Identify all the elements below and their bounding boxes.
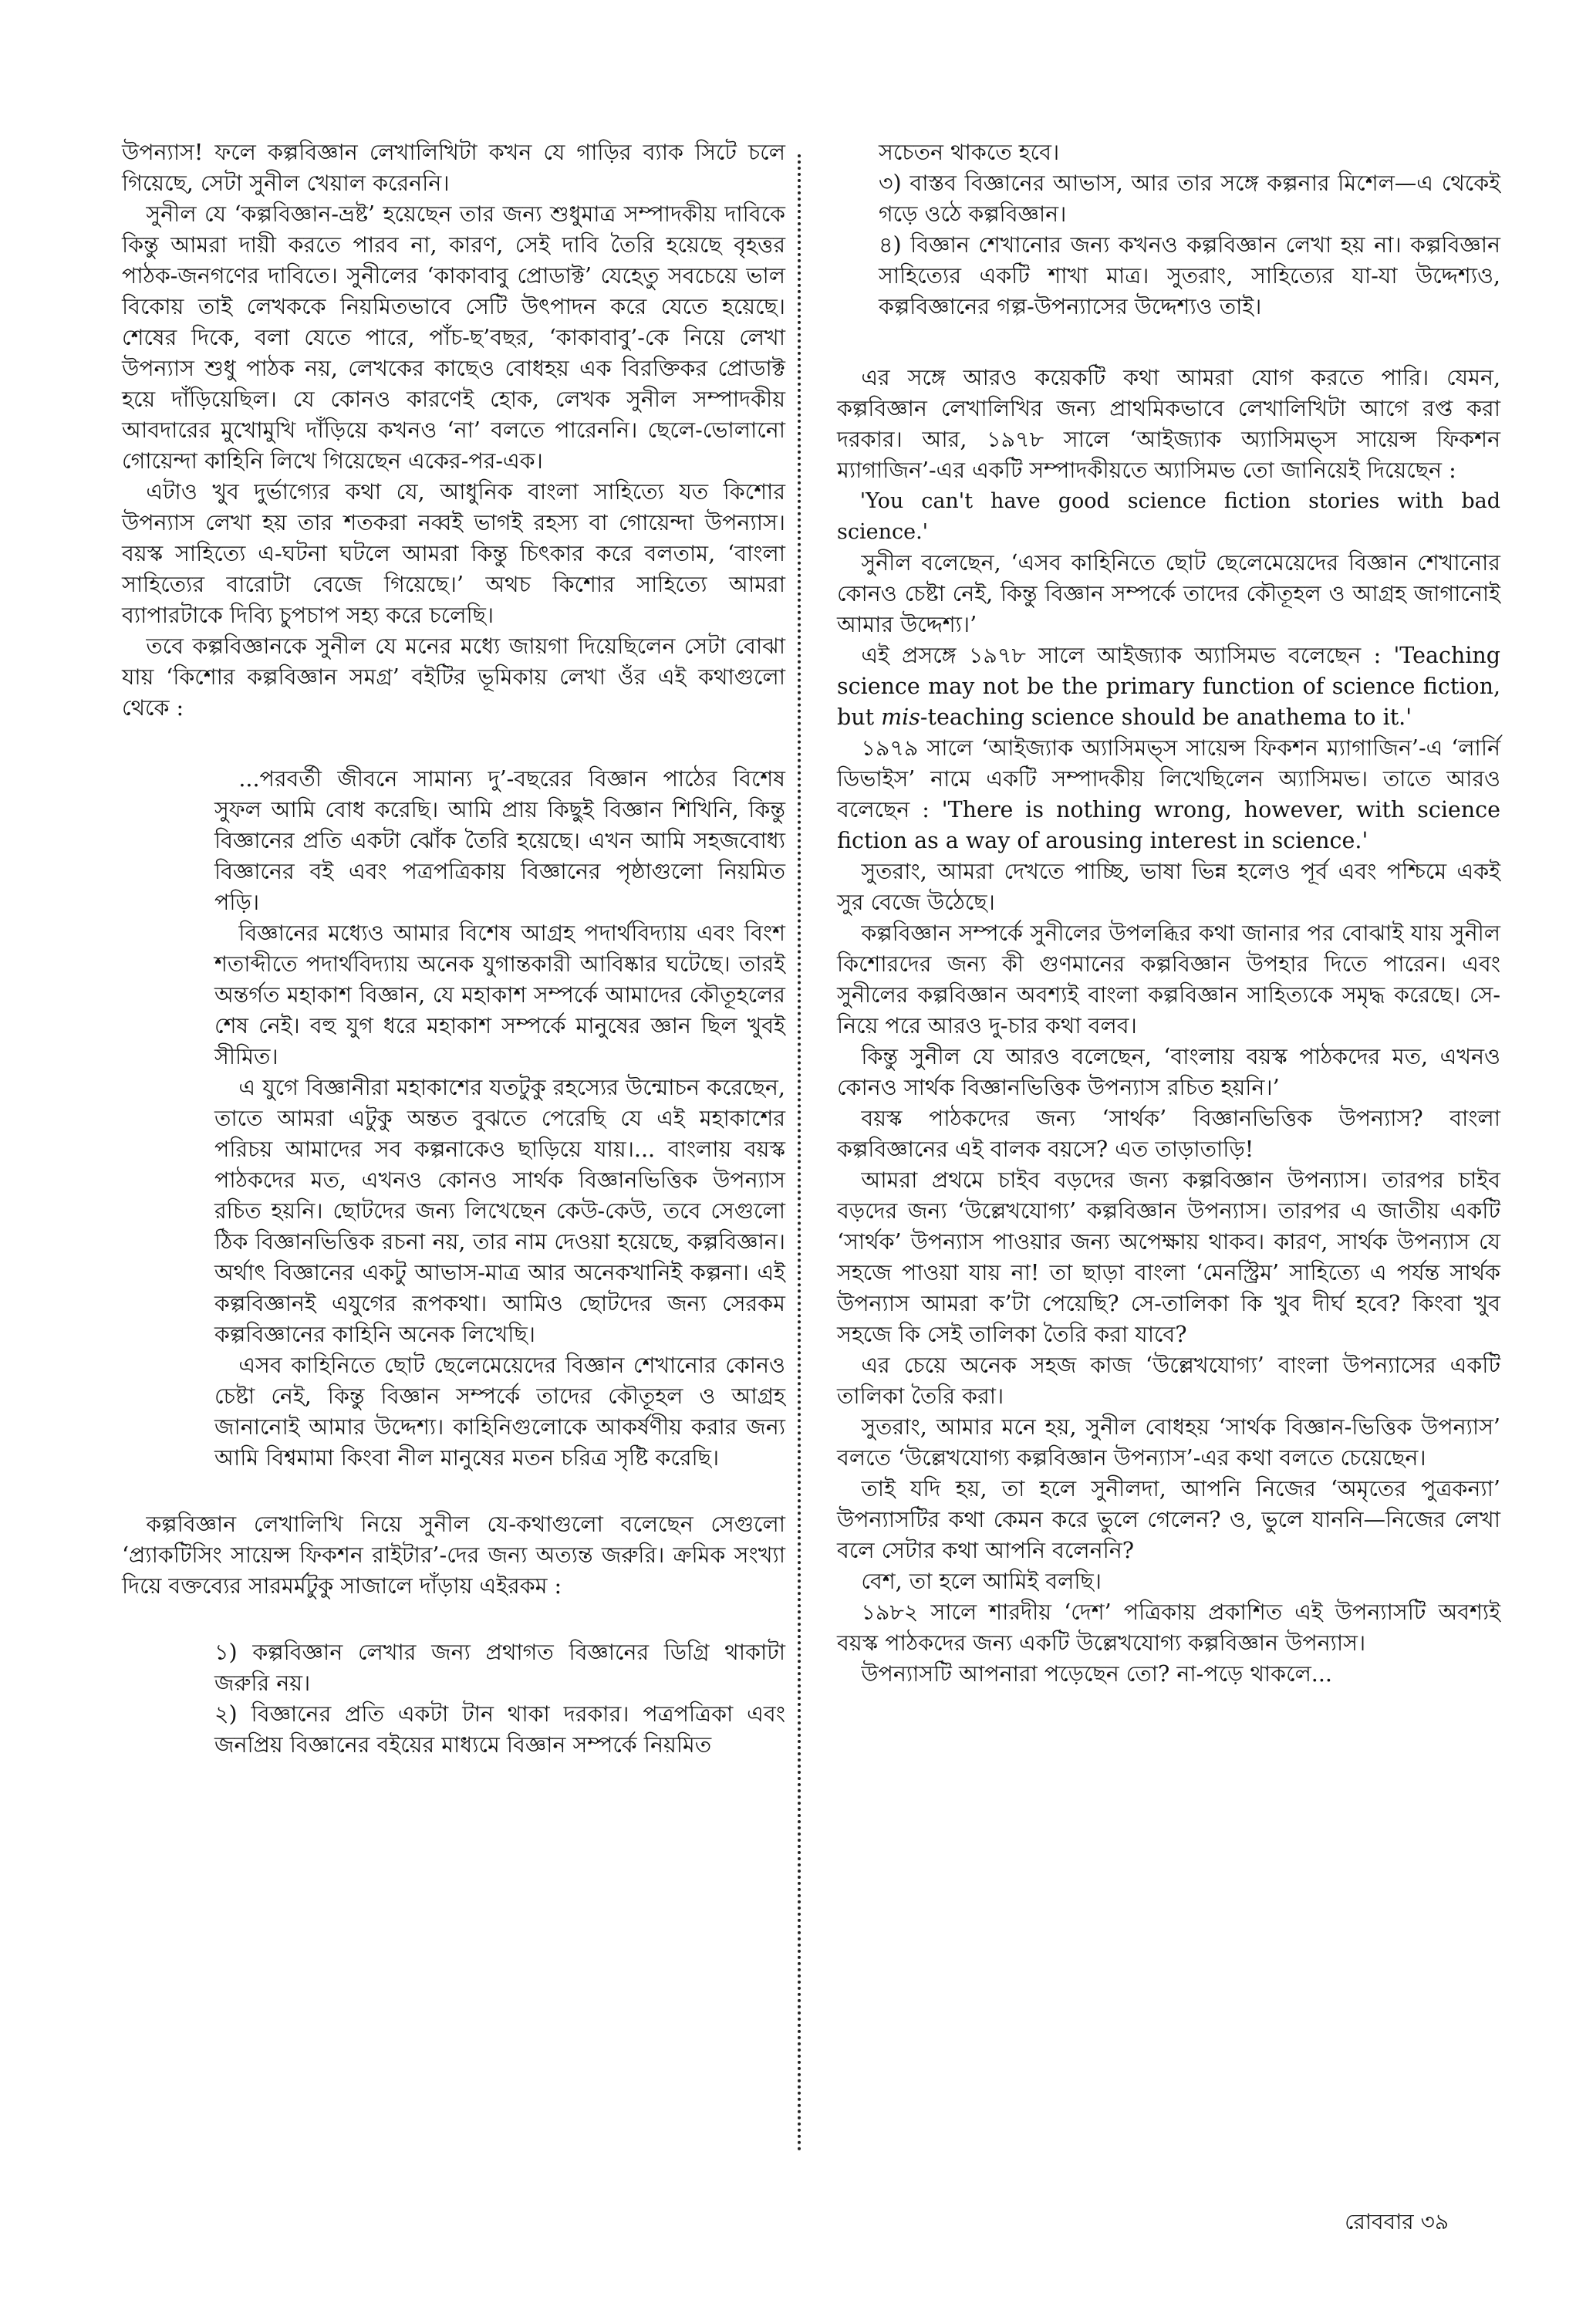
paragraph: এর সঙ্গে আরও কয়েকটি কথা আমরা যোগ করতে পারি। যেমন, কল্পবিজ্ঞান লেখালিখির জন্য প্রাথমিকভাবে লেখালিখিটা আগে রপ্ত করা দরকার। আর, ১৯৭৮ সালে ‘আইজ্যাক অ্যাসিমভ্‌স সায়েন্স ফিকশন ম্যাগাজিন’-এর একটি সম্পাদকীয়তে অ্যাসিমভ তো জানিয়েই দিয়েছেন : bbox=[837, 365, 1500, 483]
quote-paragraph: এ যুগে বিজ্ঞানীরা মহাকাশের যতটুকু রহস্যের উন্মোচন করেছেন, তাতে আমরা এটুকু অন্তত বুঝতে পেরেছি যে এই মহাকাশের পরিচয় আমাদের সব কল্পনাকেও ছাড়িয়ে যায়।... বাংলায় বয়স্ক পাঠকদের মত, এখনও কোনও সার্থক বিজ্ঞানভিত্তিক উপন্যাস রচিত হয়নি। ছোটদের জন্য লিখেছেন কেউ-কেউ, তবে সেগুলো ঠিক বিজ্ঞানভিত্তিক রচনা নয়, তার নাম দেওয়া হয়েছে, কল্পবিজ্ঞান। অর্থাৎ বিজ্ঞানের একটু আভাস-মাত্র আর অনেকখানিই কল্পনা। এই কল্পবিজ্ঞানই এযুগের রূপকথা। আমিও ছোটদের জন্য সেরকম কল্পবিজ্ঞানের কাহিনি অনেক লিখেছি। bbox=[214, 1075, 785, 1347]
paragraph: সুতরাং, আমরা দেখতে পাচ্ছি, ভাষা ভিন্ন হলেও পূর্ব এবং পশ্চিমে একই সুর বেজে উঠেছে। bbox=[837, 859, 1500, 915]
quote-paragraph: এসব কাহিনিতে ছোট ছেলেমেয়েদের বিজ্ঞান শেখানোর কোনও চেষ্টা নেই, কিন্তু বিজ্ঞান সম্পর্কে তাদের কৌতূহল ও আগ্রহ জানানোই আমার উদ্দেশ্য। কাহিনিগুলোকে আকর্ষণীয় করার জন্য আমি বিশ্বমামা কিংবা নীল মানুষের মতন চরিত্র সৃষ্টি করেছি। bbox=[214, 1353, 785, 1471]
paragraph: সুনীল যে ‘কল্পবিজ্ঞান-ভ্রষ্ট’ হয়েছেন তার জন্য শুধুমাত্র সম্পাদকীয় দাবিকে কিন্তু আমরা দায়ী করতে পারব না, কারণ, সেই দাবি তৈরি হয়েছে বৃহত্তর পাঠক-জনগণের দাবিতে। সুনীলের ‘কাকাবাবু প্রোডাক্ট’ যেহেতু সবচেয়ে ভাল বিকোয় তাই লেখককে নিয়মিতভাবে সেটি উৎপাদন করে যেতে হয়েছে। শেষের দিকে, বলা যেতে পারে, পাঁচ-ছ’বছর, ‘কাকাবাবু’-কে নিয়ে লেখা উপন্যাস শুধু পাঠক নয়, লেখকের কাছেও বোধহয় এক বিরক্তিকর প্রোডাক্ট হয়ে দাঁড়িয়েছিল। যে কোনও কারণেই হোক, লেখক সুনীল সম্পাদকীয় আবদারের মুখোমুখি দাঁড়িয়ে কখনও ‘না’ বলতে পারেননি। ছেলে-ভোলানো গোয়েন্দা কাহিনি লিখে গিয়েছেন একের-পর-এক। bbox=[122, 201, 785, 474]
list-item: সচেতন থাকতে হবে। bbox=[879, 140, 1060, 165]
paragraph: সুতরাং, আমার মনে হয়, সুনীল বোধহয় ‘সার্থক বিজ্ঞান-ভিত্তিক উপন্যাস’ বলতে ‘উল্লেখযোগ্য কল্পবিজ্ঞান উপন্যাস’-এর কথা বলতে চেয়েছেন। bbox=[837, 1414, 1500, 1471]
list-item: ৪) বিজ্ঞান শেখানোর জন্য কখনও কল্পবিজ্ঞান লেখা হয় না। কল্পবিজ্ঞান সাহিত্যের একটি শাখা মাত্র। সুতরাং, সাহিত্যের যা-যা উদ্দেশ্যও, কল্পবিজ্ঞানের গল্প-উপন্যাসের উদ্দেশ্যও তাই। bbox=[879, 232, 1500, 319]
paragraph: উপন্যাসটি আপনারা পড়েছেন তো? না-পড়ে থাকলে... bbox=[861, 1661, 1332, 1687]
quote-paragraph: বিজ্ঞানের মধ্যেও আমার বিশেষ আগ্রহ পদার্থবিদ্যায় এবং বিংশ শতাব্দীতে পদার্থবিদ্যায় অনেক যুগান্তকারী আবিষ্কার ঘটেছে। তারই অন্তর্গত মহাকাশ বিজ্ঞান, যে মহাকাশ সম্পর্কে আমাদের কৌতূহলের শেষ নেই। বহু যুগ ধরে মহাকাশ সম্পর্কে মানুষের জ্ঞান ছিল খুবই সীমিত। bbox=[214, 920, 785, 1069]
list-item: ৩) বাস্তব বিজ্ঞানের আভাস, আর তার সঙ্গে কল্পনার মিশেল—এ থেকেই গড়ে ওঠে কল্পবিজ্ঞান। bbox=[879, 171, 1500, 227]
paragraph: কল্পবিজ্ঞান লেখালিখি নিয়ে সুনীল যে-কথাগুলো বলেছেন সেগুলো ‘প্র্যাকটিসিং সায়েন্স ফিকশন রাইটার’-দের জন্য অত্যন্ত জরুরি। ক্রমিক সংখ্যা দিয়ে বক্তব্যের সারমর্মটুকু সাজালে দাঁড়ায় এইরকম : bbox=[122, 1512, 785, 1599]
paragraph: এর চেয়ে অনেক সহজ কাজ ‘উল্লেখযোগ্য’ বাংলা উপন্যাসের একটি তালিকা তৈরি করা। bbox=[837, 1353, 1500, 1409]
paragraph-part: এই প্রসঙ্গে ১৯৭৮ সালে আইজ্যাক অ্যাসিমভ বলেছেন : 'Teaching science may not be the primary function of science fiction, but bbox=[837, 643, 1500, 730]
block-quote bbox=[122, 764, 785, 1474]
right-column bbox=[837, 137, 1500, 2162]
paragraph bbox=[837, 640, 1500, 733]
paragraph: কল্পবিজ্ঞান সম্পর্কে সুনীলের উপলব্ধির কথা জানার পর বোঝাই যায় সুনীল কিশোরদের জন্য কী গুণমানের কল্পবিজ্ঞান উপহার দিতে পারেন। এবং সুনীলের কল্পবিজ্ঞান অবশ্যই বাংলা কল্পবিজ্ঞান সাহিত্যকে সমৃদ্ধ করেছে। সে-নিয়ে পরে আরও দু-চার কথা বলব। bbox=[837, 920, 1500, 1039]
paragraph: তবে কল্পবিজ্ঞানকে সুনীল যে মনের মধ্যে জায়গা দিয়েছিলেন সেটা বোঝা যায় ‘কিশোর কল্পবিজ্ঞান সমগ্র’ বইটির ভূমিকায় লেখা ওঁর এই কথাগুলো থেকে : bbox=[122, 633, 785, 721]
paragraph: তাই যদি হয়, তা হলে সুনীলদা, আপনি নিজের ‘অমৃতের পুত্রকন্যা’ উপন্যাসটির কথা কেমন করে ভুলে গেলেন? ও, ভুলে যাননি—নিজের লেখা বলে সেটার কথা আপনি বলেননি? bbox=[837, 1476, 1500, 1563]
emphasis: mis bbox=[881, 704, 920, 730]
paragraph: সুনীল বলেছেন, ‘এসব কাহিনিতে ছোট ছেলেমেয়েদের বিজ্ঞান শেখানোর কোনও চেষ্টা নেই, কিন্তু বিজ্ঞান সম্পর্কে তাদের কৌতূহল ও আগ্রহ জাগানোই আমার উদ্দেশ্য।’ bbox=[837, 550, 1500, 637]
quote-paragraph: ...পরবর্তী জীবনে সামান্য দু’-বছরের বিজ্ঞান পাঠের বিশেষ সুফল আমি বোধ করেছি। আমি প্রায় কিছুই বিজ্ঞান শিখিনি, কিন্তু বিজ্ঞানের প্রতি একটা ঝোঁক তৈরি হয়েছে। এখন আমি সহজবোধ্য বিজ্ঞানের বই এবং পত্রপত্রিকায় বিজ্ঞানের পৃষ্ঠাগুলো নিয়মিত পড়ি। bbox=[214, 766, 785, 915]
column-divider bbox=[798, 154, 801, 2153]
left-column bbox=[122, 137, 785, 2162]
paragraph: এটাও খুব দুর্ভাগ্যের কথা যে, আধুনিক বাংলা সাহিত্যে যত কিশোর উপন্যাস লেখা হয় তার শতকরা নব্বই ভাগই রহস্য বা গোয়েন্দা উপন্যাস। বয়স্ক সাহিত্যে এ-ঘটনা ঘটলে আমরা কিন্তু চিৎকার করে বলতাম, ‘বাংলা সাহিত্যের বারোটা বেজে গিয়েছে।’ অথচ কিশোর সাহিত্যে আমরা ব্যাপারটাকে দিব্যি চুপচাপ সহ্য করে চলেছি। bbox=[122, 479, 785, 628]
paragraph: ১৯৭৯ সালে ‘আইজ্যাক অ্যাসিমভ্‌স সায়েন্স ফিকশন ম্যাগাজিন’-এ ‘লার্নি ডিভাইস’ নামে একটি সম্পাদকীয় লিখেছিলেন অ্যাসিমভ। তাতে আরও বলেছেন : 'There is nothing wrong, however, with science fiction as a way of arousing interest in science.' bbox=[837, 735, 1500, 853]
paragraph: বয়স্ক পাঠকদের জন্য ‘সার্থক’ বিজ্ঞানভিত্তিক উপন্যাস? বাংলা কল্পবিজ্ঞানের এই বালক বয়সে? এত তাড়াতাড়ি! bbox=[837, 1106, 1500, 1162]
paragraph: বেশ, তা হলে আমিই বলছি। bbox=[861, 1569, 1102, 1594]
paragraph: উপন্যাস! ফলে কল্পবিজ্ঞান লেখালিখিটা কখন যে গাড়ির ব্যাক সিটে চলে গিয়েছে, সেটা সুনীল খেয়াল করেননি। bbox=[122, 140, 785, 196]
paragraph: ১৯৮২ সালে শারদীয় ‘দেশ’ পত্রিকায় প্রকাশিত এই উপন্যাসটি অবশ্যই বয়স্ক পাঠকদের জন্য একটি উল্লেখযোগ্য কল্পবিজ্ঞান উপন্যাস। bbox=[837, 1599, 1500, 1656]
list-item: ১) কল্পবিজ্ঞান লেখার জন্য প্রথাগত বিজ্ঞানের ডিগ্রি থাকাটা জরুরি নয়। bbox=[214, 1640, 785, 1696]
quote-line: 'You can't have good science fiction stories with bad science.' bbox=[837, 489, 1500, 544]
list-item: ২) বিজ্ঞানের প্রতি একটা টান থাকা দরকার। পত্রপত্রিকা এবং জনপ্রিয় বিজ্ঞানের বইয়ের মাধ্যমে বিজ্ঞান সম্পর্কে নিয়মিত bbox=[214, 1701, 785, 1758]
page-footer: রোববার ৩৯ bbox=[1345, 2209, 1449, 2234]
paragraph: আমরা প্রথমে চাইব বড়দের জন্য কল্পবিজ্ঞান উপন্যাস। তারপর চাইব বড়দের জন্য ‘উল্লেখযোগ্য’ কল্পবিজ্ঞান উপন্যাস। তারপর এ জাতীয় একটি ‘সার্থক’ উপন্যাস পাওয়ার জন্য অপেক্ষায় থাকব। কারণ, সার্থক উপন্যাস যে সহজে পাওয়া যায় না! তা ছাড়া বাংলা ‘মেনস্ট্রিম’ সাহিত্যে এ পর্যন্ত সার্থক উপন্যাস আমরা ক’টা পেয়েছি? সে-তালিকা কি খুব দীর্ঘ হবে? কিংবা খুব সহজে কি সেই তালিকা তৈরি করা যাবে? bbox=[837, 1167, 1500, 1347]
paragraph: কিন্তু সুনীল যে আরও বলেছেন, ‘বাংলায় বয়স্ক পাঠকদের মত, এখনও কোনও সার্থক বিজ্ঞানভিত্তিক উপন্যাস রচিত হয়নি।’ bbox=[837, 1044, 1500, 1100]
numbered-list bbox=[122, 1637, 785, 1761]
numbered-list-continued bbox=[837, 137, 1500, 323]
paragraph-part: -teaching science should be anathema to it.' bbox=[920, 704, 1412, 730]
